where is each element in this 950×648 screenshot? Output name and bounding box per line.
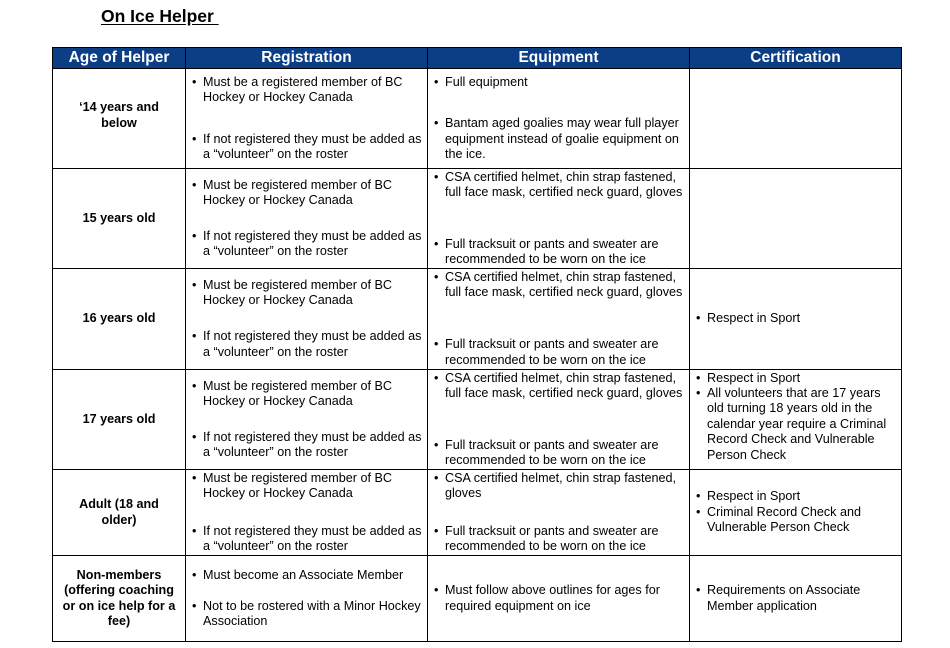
age-cell xyxy=(53,269,186,370)
list-item: • Full tracksuit or pants and sweater are recommended to be worn on the ice xyxy=(434,523,659,554)
registration-cell xyxy=(186,556,428,642)
bullet-icon: • xyxy=(192,329,197,344)
bullet-icon: • xyxy=(434,169,439,184)
certification-cell xyxy=(690,470,902,556)
list-item: • Must become an Associate Member xyxy=(192,567,404,582)
table-row-16-years xyxy=(53,269,902,370)
bullet-icon: • xyxy=(434,470,439,485)
list-item: • If not registered they must be added as a “volunteer” on the roster xyxy=(192,131,422,162)
header-registration: Registration xyxy=(186,48,428,69)
equipment-cell xyxy=(428,470,690,556)
header-age-of-helper: Age of Helper xyxy=(53,48,186,69)
list-item: • Must be registered member of BC Hockey or Hockey Canada xyxy=(192,177,392,207)
bullet-icon: • xyxy=(434,236,439,251)
bullet-icon: • xyxy=(192,131,197,146)
age-label: ‘14 years and below xyxy=(79,100,159,130)
list-item: • If not registered they must be added as a “volunteer” on the roster xyxy=(192,429,422,460)
equipment-cell xyxy=(428,269,690,370)
bullet-icon: • xyxy=(434,437,439,452)
bullet-icon: • xyxy=(192,598,197,613)
bullet-icon: • xyxy=(434,583,439,598)
bullet-icon: • xyxy=(696,504,701,519)
header-equipment: Equipment xyxy=(428,48,690,69)
age-cell xyxy=(53,556,186,642)
registration-cell xyxy=(186,69,428,169)
table-row-15-years xyxy=(53,169,902,269)
registration-cell xyxy=(186,269,428,370)
equipment-cell xyxy=(428,370,690,470)
list-item: • If not registered they must be added as a “volunteer” on the roster xyxy=(192,329,422,359)
table-row-17-years xyxy=(53,370,902,470)
registration-cell xyxy=(186,470,428,556)
bullet-icon: • xyxy=(696,583,701,598)
certification-cell xyxy=(690,169,902,269)
bullet-icon: • xyxy=(696,311,701,326)
list-item: • Criminal Record Check and Vulnerable Person Check xyxy=(696,504,861,535)
list-item: • Full tracksuit or pants and sweater are recommended to be worn on the ice xyxy=(434,437,659,468)
bullet-icon: • xyxy=(192,470,197,485)
bullet-icon: • xyxy=(192,429,197,444)
age-cell xyxy=(53,370,186,470)
list-item: • Must be registered member of BC Hockey or Hockey Canada xyxy=(192,378,392,408)
list-item: • Respect in Sport xyxy=(696,311,801,326)
table-row-non-members xyxy=(53,556,902,642)
age-cell xyxy=(53,470,186,556)
age-cell xyxy=(53,169,186,269)
list-item: • If not registered they must be added as a “volunteer” on the roster xyxy=(192,523,422,554)
document-title: On Ice Helper xyxy=(101,6,219,26)
age-label: 16 years old xyxy=(82,311,156,326)
list-item: • Full tracksuit or pants and sweater are recommended to be worn on the ice xyxy=(434,337,659,367)
equipment-cell xyxy=(428,169,690,269)
bullet-icon: • xyxy=(192,177,197,192)
bullet-icon: • xyxy=(434,523,439,538)
certification-cell xyxy=(690,269,902,370)
bullet-icon: • xyxy=(696,385,701,400)
bullet-icon: • xyxy=(434,337,439,352)
bullet-icon: • xyxy=(696,370,701,385)
certification-cell xyxy=(690,370,902,470)
table-row-14-and-below xyxy=(53,69,902,169)
table-header-row xyxy=(53,48,902,69)
certification-cell xyxy=(690,69,902,169)
list-item: • Must be registered member of BC Hockey or Hockey Canada xyxy=(192,470,392,500)
age-label: 17 years old xyxy=(82,411,156,426)
age-label: 15 years old xyxy=(82,210,156,225)
list-item: • CSA certified helmet, chin strap fastened, full face mask, certified neck guard, gloves xyxy=(434,370,683,400)
registration-cell xyxy=(186,169,428,269)
bullet-icon: • xyxy=(434,370,439,385)
list-item: • Not to be rostered with a Minor Hockey Association xyxy=(192,598,421,629)
certification-cell xyxy=(690,556,902,642)
list-item: • Must be registered member of BC Hockey or Hockey Canada xyxy=(192,278,392,308)
bullet-icon: • xyxy=(192,567,197,582)
bullet-icon: • xyxy=(192,74,197,89)
age-label: Adult (18 and older) xyxy=(79,497,159,527)
bullet-icon: • xyxy=(192,278,197,292)
bullet-icon: • xyxy=(696,489,701,504)
list-item: • Full equipment xyxy=(434,74,528,89)
bullet-icon: • xyxy=(192,228,197,243)
equipment-cell xyxy=(428,69,690,169)
bullet-icon: • xyxy=(434,116,439,131)
age-label: Non-members (offering coaching or on ice help for a fee) xyxy=(62,567,176,628)
age-cell xyxy=(53,69,186,169)
bullet-icon: • xyxy=(434,270,439,284)
bullet-icon: • xyxy=(434,74,439,89)
equipment-cell xyxy=(428,556,690,642)
list-item: • CSA certified helmet, chin strap fastened, gloves xyxy=(434,470,677,500)
registration-cell xyxy=(186,370,428,470)
list-item: • Must be a registered member of BC Hockey or Hockey Canada xyxy=(192,74,403,104)
list-item: • Bantam aged goalies may wear full player equipment instead of goalie equipment on the ice. xyxy=(434,116,679,162)
list-item: • If not registered they must be added as a “volunteer” on the roster xyxy=(192,228,422,259)
bullet-icon: • xyxy=(192,523,197,538)
list-item: • All volunteers that are 17 years old turning 18 years old in the calendar year require a Criminal Record Check and Vulnerable Person Check xyxy=(696,385,887,462)
list-item: • Requirements on Associate Member application xyxy=(696,583,861,613)
list-item: • Full tracksuit or pants and sweater are recommended to be worn on the ice xyxy=(434,236,659,267)
list-item: • Must follow above outlines for ages for required equipment on ice xyxy=(434,583,660,613)
list-item: • Respect in Sport xyxy=(696,370,801,385)
list-item: • Respect in Sport xyxy=(696,489,801,504)
on-ice-helper-table xyxy=(52,47,902,642)
list-item: • CSA certified helmet, chin strap fastened, full face mask, certified neck guard, gloves xyxy=(434,270,683,300)
bullet-icon: • xyxy=(192,378,197,393)
list-item: • CSA certified helmet, chin strap fastened, full face mask, certified neck guard, gloves xyxy=(434,169,683,199)
header-certification: Certification xyxy=(690,48,902,69)
table-row-adult xyxy=(53,470,902,556)
